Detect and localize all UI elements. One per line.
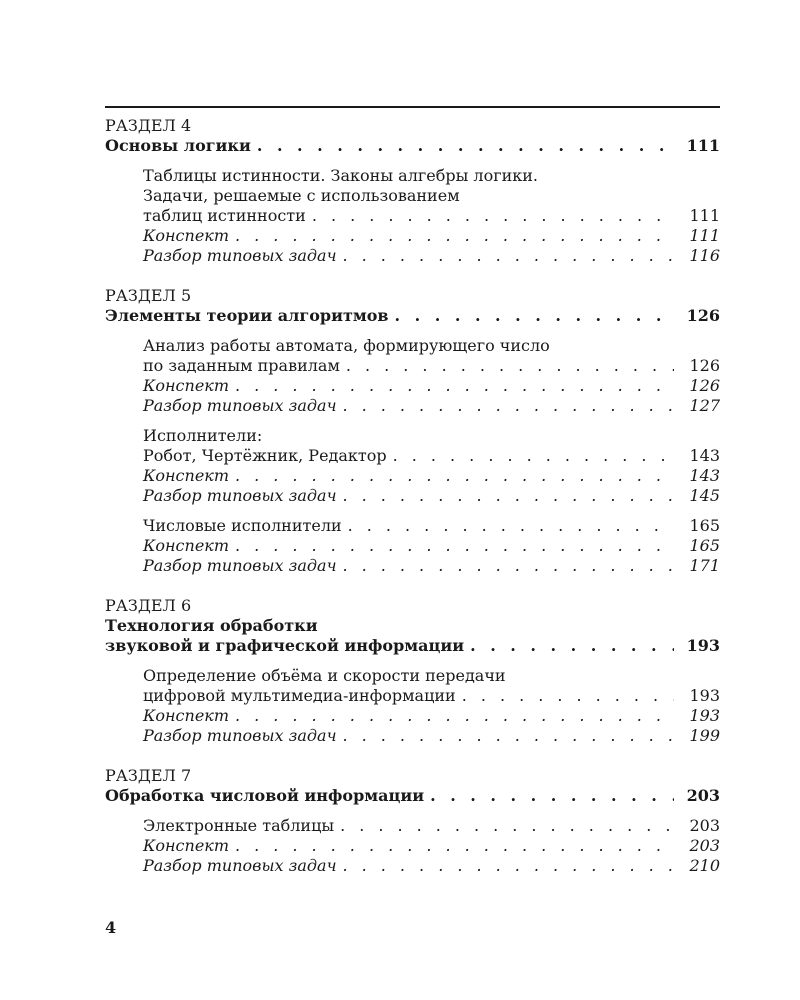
section-title-page: 111 bbox=[686, 136, 720, 155]
leader-dots bbox=[235, 536, 674, 556]
konspekt-entry-text: Конспект bbox=[143, 536, 230, 555]
razbor-entry-page: 210 bbox=[689, 856, 720, 875]
section-title-line: Технология обработки bbox=[105, 616, 318, 635]
leader-dots bbox=[235, 836, 674, 856]
leader-dots bbox=[312, 206, 674, 226]
razbor-entry-page: 116 bbox=[689, 246, 720, 265]
topic-entry-text: Электронные таблицы bbox=[143, 816, 335, 835]
topic-entry-page: 111 bbox=[689, 206, 720, 225]
toc-group bbox=[105, 516, 720, 576]
razbor-entry-page: 145 bbox=[689, 486, 720, 505]
toc-group bbox=[105, 666, 720, 746]
razbor-entry-text: Разбор типовых задач bbox=[143, 556, 337, 575]
toc-section bbox=[105, 286, 720, 576]
leader-dots bbox=[235, 376, 674, 396]
razbor-entry[interactable] bbox=[143, 726, 720, 746]
topic-entry-page: 165 bbox=[689, 516, 720, 535]
topic-entry[interactable] bbox=[143, 686, 720, 706]
konspekt-entry-text: Конспект bbox=[143, 466, 230, 485]
section-title-text: звуковой и графической информации bbox=[105, 636, 465, 655]
konspekt-entry[interactable] bbox=[143, 706, 720, 726]
topic-title-line: Анализ работы автомата, формирующего число bbox=[143, 336, 550, 355]
konspekt-entry-text: Конспект bbox=[143, 836, 230, 855]
topic-entry-page: 193 bbox=[689, 686, 720, 705]
leader-dots bbox=[343, 726, 674, 746]
section-title-page: 203 bbox=[686, 786, 720, 805]
leader-dots bbox=[348, 516, 674, 536]
section-label: РАЗДЕЛ 7 bbox=[105, 766, 192, 785]
section-label: РАЗДЕЛ 6 bbox=[105, 596, 192, 615]
toc-section bbox=[105, 766, 720, 876]
topic-entry-page: 143 bbox=[689, 446, 720, 465]
section-title-page: 193 bbox=[686, 636, 720, 655]
leader-dots bbox=[343, 396, 674, 416]
konspekt-entry-page: 193 bbox=[689, 706, 720, 725]
leader-dots bbox=[343, 486, 674, 506]
page-number: 4 bbox=[105, 918, 117, 937]
topic-entry-text: цифровой мультимедиа-информации bbox=[143, 686, 456, 705]
konspekt-entry-text: Конспект bbox=[143, 706, 230, 725]
topic-entry[interactable] bbox=[143, 356, 720, 376]
topic-entry[interactable] bbox=[143, 206, 720, 226]
razbor-entry-text: Разбор типовых задач bbox=[143, 726, 337, 745]
razbor-entry-text: Разбор типовых задач bbox=[143, 396, 337, 415]
section-title-text: Элементы теории алгоритмов bbox=[105, 306, 389, 325]
leader-dots bbox=[343, 246, 674, 266]
section-title[interactable] bbox=[105, 136, 720, 156]
toc-group bbox=[105, 336, 720, 416]
leader-dots bbox=[235, 706, 674, 726]
razbor-entry-text: Разбор типовых задач bbox=[143, 486, 337, 505]
leader-dots bbox=[340, 816, 674, 836]
leader-dots bbox=[393, 446, 674, 466]
section-title[interactable] bbox=[105, 636, 720, 656]
section-label: РАЗДЕЛ 5 bbox=[105, 286, 192, 305]
konspekt-entry-page: 165 bbox=[689, 536, 720, 555]
leader-dots bbox=[470, 636, 674, 656]
konspekt-entry-page: 203 bbox=[689, 836, 720, 855]
toc-group bbox=[105, 816, 720, 876]
konspekt-entry[interactable] bbox=[143, 376, 720, 396]
section-title-text: Обработка числовой информации bbox=[105, 786, 425, 805]
leader-dots bbox=[430, 786, 674, 806]
leader-dots bbox=[257, 136, 674, 156]
topic-entry-text: Числовые исполнители bbox=[143, 516, 342, 535]
leader-dots bbox=[462, 686, 674, 706]
section-title[interactable] bbox=[105, 306, 720, 326]
topic-entry-text: Робот, Чертёжник, Редактор bbox=[143, 446, 387, 465]
toc-section bbox=[105, 116, 720, 266]
razbor-entry[interactable] bbox=[143, 486, 720, 506]
top-rule bbox=[105, 106, 720, 108]
razbor-entry-page: 199 bbox=[689, 726, 720, 745]
topic-entry[interactable] bbox=[143, 446, 720, 466]
razbor-entry[interactable] bbox=[143, 246, 720, 266]
leader-dots bbox=[235, 466, 674, 486]
topic-title-line: Определение объёма и скорости передачи bbox=[143, 666, 506, 685]
razbor-entry-text: Разбор типовых задач bbox=[143, 246, 337, 265]
razbor-entry-page: 127 bbox=[689, 396, 720, 415]
razbor-entry[interactable] bbox=[143, 856, 720, 876]
topic-entry-text: таблиц истинности bbox=[143, 206, 306, 225]
topic-title-line: Таблицы истинности. Законы алгебры логики. bbox=[143, 166, 538, 185]
topic-entry-page: 126 bbox=[689, 356, 720, 375]
konspekt-entry-page: 111 bbox=[689, 226, 720, 245]
topic-entry-text: по заданным правилам bbox=[143, 356, 340, 375]
konspekt-entry-page: 126 bbox=[689, 376, 720, 395]
razbor-entry[interactable] bbox=[143, 556, 720, 576]
konspekt-entry[interactable] bbox=[143, 226, 720, 246]
topic-title-line: Задачи, решаемые с использованием bbox=[143, 186, 460, 205]
section-title[interactable] bbox=[105, 786, 720, 806]
konspekt-entry[interactable] bbox=[143, 466, 720, 486]
konspekt-entry-page: 143 bbox=[689, 466, 720, 485]
konspekt-entry[interactable] bbox=[143, 536, 720, 556]
section-label: РАЗДЕЛ 4 bbox=[105, 116, 192, 135]
topic-title-line: Исполнители: bbox=[143, 426, 263, 445]
topic-entry-page: 203 bbox=[689, 816, 720, 835]
leader-dots bbox=[395, 306, 674, 326]
toc-group bbox=[105, 166, 720, 266]
razbor-entry-page: 171 bbox=[689, 556, 720, 575]
toc-group bbox=[105, 426, 720, 506]
topic-entry[interactable] bbox=[143, 516, 720, 536]
leader-dots bbox=[343, 856, 674, 876]
leader-dots bbox=[343, 556, 674, 576]
toc-section bbox=[105, 596, 720, 746]
konspekt-entry[interactable] bbox=[143, 836, 720, 856]
razbor-entry[interactable] bbox=[143, 396, 720, 416]
topic-entry[interactable] bbox=[143, 816, 720, 836]
section-title-page: 126 bbox=[686, 306, 720, 325]
konspekt-entry-text: Конспект bbox=[143, 376, 230, 395]
table-of-contents bbox=[105, 116, 720, 896]
leader-dots bbox=[346, 356, 674, 376]
section-title-text: Основы логики bbox=[105, 136, 251, 155]
razbor-entry-text: Разбор типовых задач bbox=[143, 856, 337, 875]
leader-dots bbox=[235, 226, 674, 246]
konspekt-entry-text: Конспект bbox=[143, 226, 230, 245]
